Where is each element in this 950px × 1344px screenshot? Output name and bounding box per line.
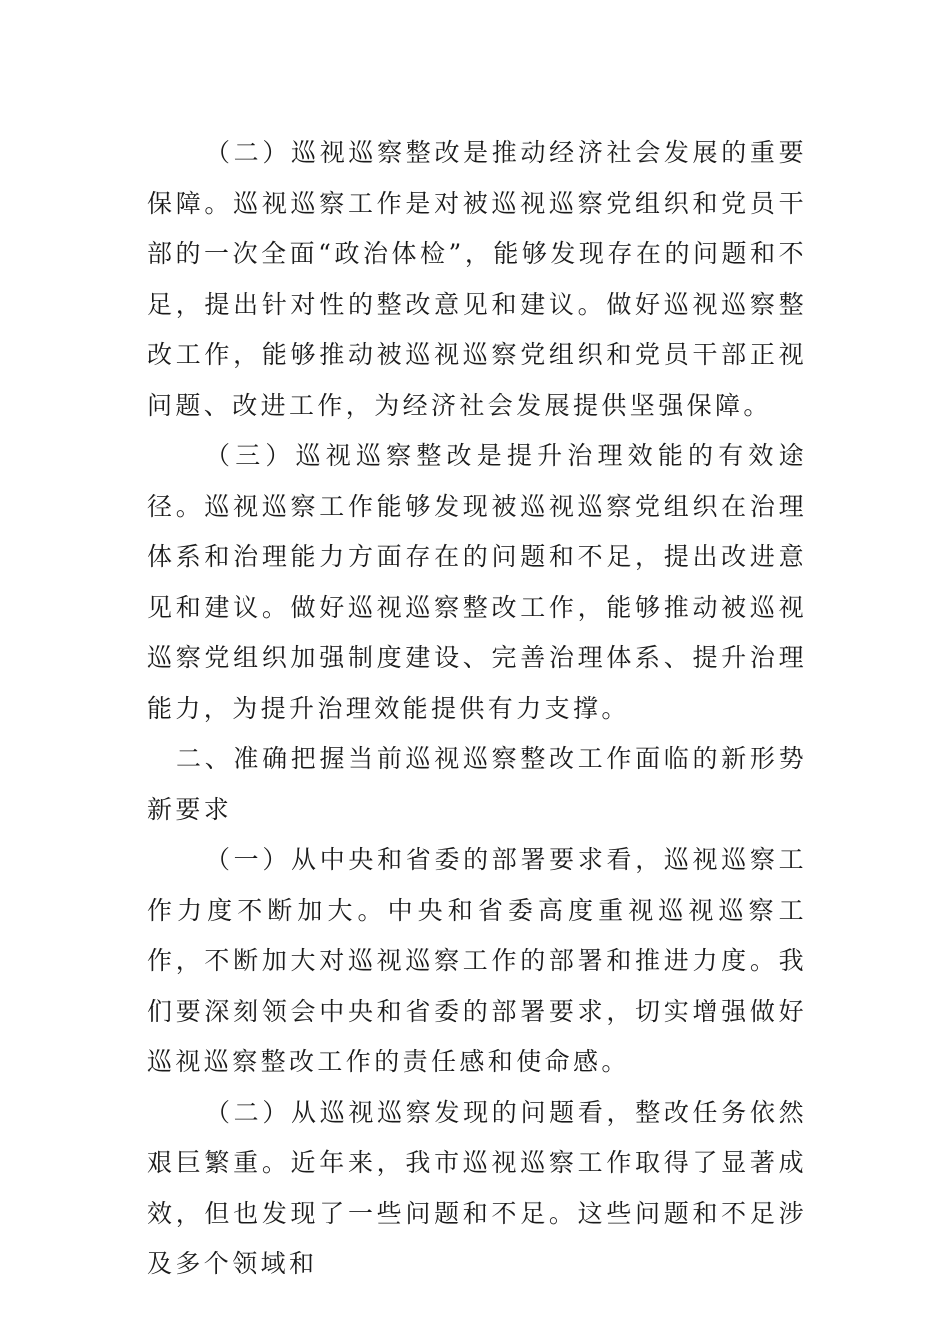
paragraph-rectification-guarantee: （二）巡视巡察整改是推动经济社会发展的重要保障。巡视巡察工作是对被巡视巡察党组织和党员干部的一次全面“政治体检”，能够发现存在的问题和不足，提出针对性的整改意见和建议。做好巡视巡察整改工作，能够推动被巡视巡察党组织和党员干部正视问题、改进工作，为经济社会发展提供坚强保障。 [147, 138, 807, 420]
section-heading-two: 二、准确把握当前巡视巡察整改工作面临的新形势新要求 [147, 744, 807, 824]
paragraph-governance-efficiency: （三）巡视巡察整改是提升治理效能的有效途径。巡视巡察工作能够发现被巡视巡察党组织在治理体系和治理能力方面存在的问题和不足，提出改进意见和建议。做好巡视巡察整改工作，能够推动被巡视巡察党组织加强制度建设、完善治理体系、提升治理能力，为提升治理效能提供有力支撑。 [147, 441, 807, 723]
paragraph-problems-found: （二）从巡视巡察发现的问题看，整改任务依然艰巨繁重。近年来，我市巡视巡察工作取得了显著成效，但也发现了一些问题和不足。这些问题和不足涉及多个领域和 [147, 1097, 807, 1278]
document-body [147, 128, 807, 1290]
paragraph-central-deployment: （一）从中央和省委的部署要求看，巡视巡察工作力度不断加大。中央和省委高度重视巡视巡察工作，不断加大对巡视巡察工作的部署和推进力度。我们要深刻领会中央和省委的部署要求，切实增强做好巡视巡察整改工作的责任感和使命感。 [147, 845, 807, 1076]
